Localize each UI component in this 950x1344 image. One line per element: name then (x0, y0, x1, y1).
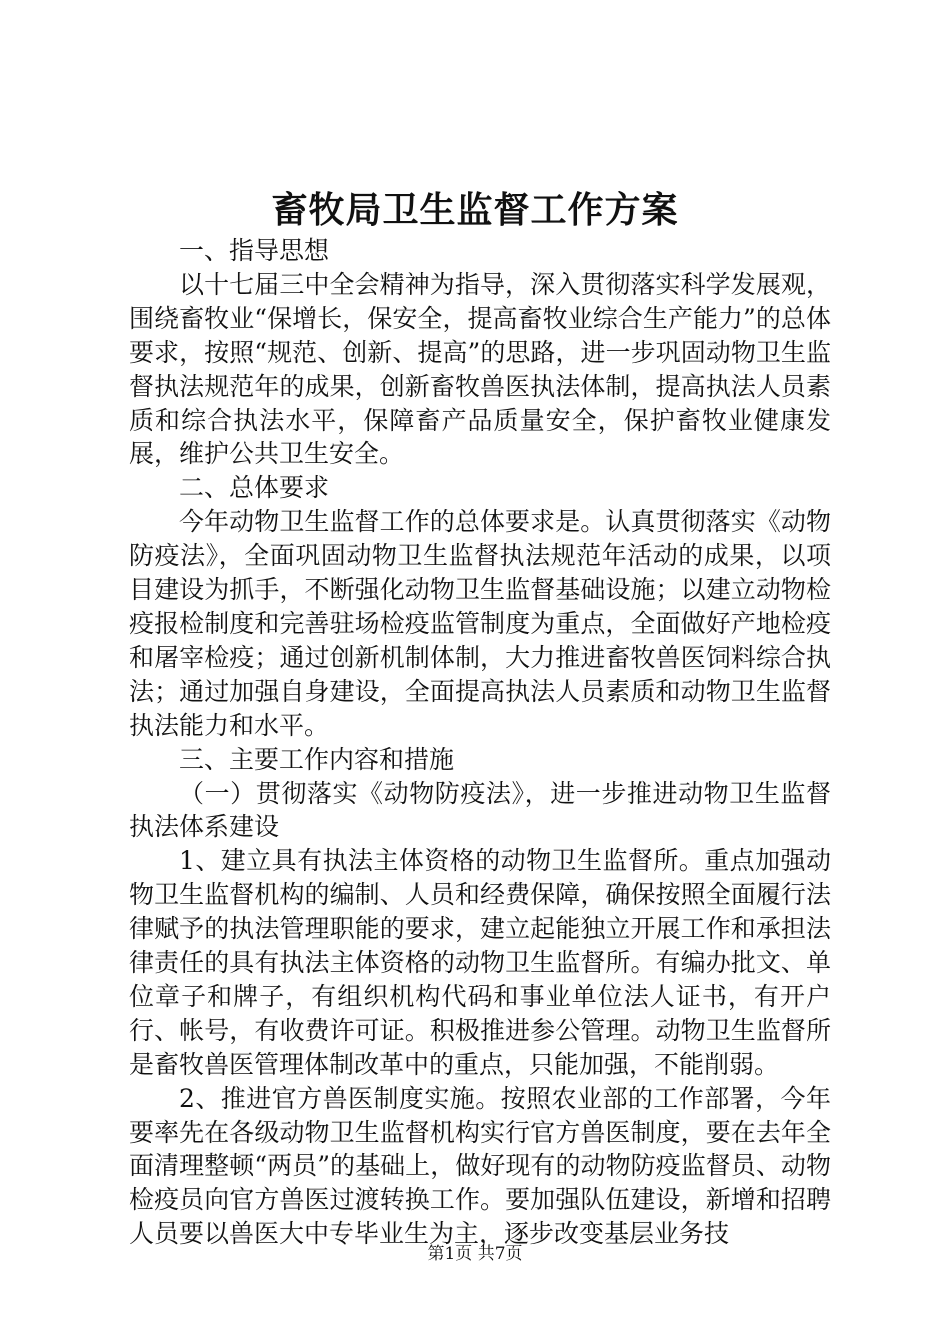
document-body (129, 234, 831, 1251)
paragraph: 2、推进官方兽医制度实施。按照农业部的工作部署，今年要率先在各级动物卫生监督机构实行官方兽医制度，要在去年全面清理整顿“两员”的基础上，做好现有的动物防疫监督员、动物检疫员向官方兽医过渡转换工作。要加强队伍建设，新增和招聘人员要以兽医大中专毕业生为主，逐步改变基层业务技 (129, 1083, 831, 1249)
section-heading: 三、主要工作内容和措施 (179, 744, 455, 774)
subsection-heading: （一）贯彻落实《动物防疫法》，进一步推进动物卫生监督执法体系建设 (129, 778, 831, 842)
section-heading: 二、总体要求 (179, 473, 330, 503)
section-heading: 一、指导思想 (179, 236, 330, 265)
paragraph: 以十七届三中全会精神为指导，深入贯彻落实科学发展观，围绕畜牧业“保增长，保安全，提高畜牧业综合生产能力”的总体要求，按照“规范、创新、提高”的思路，进一步巩固动物卫生监督执法规范年的成果，创新畜牧兽医执法体制，提高执法人员素质和综合执法水平，保障畜产品质量安全，保护畜牧业健康发展，维护公共卫生安全。 (129, 269, 831, 469)
page-footer: 第1页 共7页 (427, 1244, 523, 1264)
paragraph: 1、建立具有执法主体资格的动物卫生监督所。重点加强动物卫生监督机构的编制、人员和经费保障，确保按照全面履行法律赋予的执法管理职能的要求，建立起能独立开展工作和承担法律责任的具有执法主体资格的动物卫生监督所。有编办批文、单位章子和牌子，有组织机构代码和事业单位法人证书，有开户行、帐号，有收费许可证。积极推进参公管理。动物卫生监督所是畜牧兽医管理体制改革中的重点，只能加强，不能削弱。 (129, 846, 831, 1079)
document-title: 畜牧局卫生监督工作方案 (271, 189, 679, 231)
paragraph: 今年动物卫生监督工作的总体要求是。认真贯彻落实《动物防疫法》，全面巩固动物卫生监督执法规范年活动的成果，以项目建设为抓手，不断强化动物卫生监督基础设施；以建立动物检疫报检制度和完善驻场检疫监管制度为重点，全面做好产地检疫和屠宰检疫；通过创新机制体制，大力推进畜牧兽医饲料综合执法；通过加强自身建设，全面提高执法人员素质和动物卫生监督执法能力和水平。 (129, 507, 831, 740)
